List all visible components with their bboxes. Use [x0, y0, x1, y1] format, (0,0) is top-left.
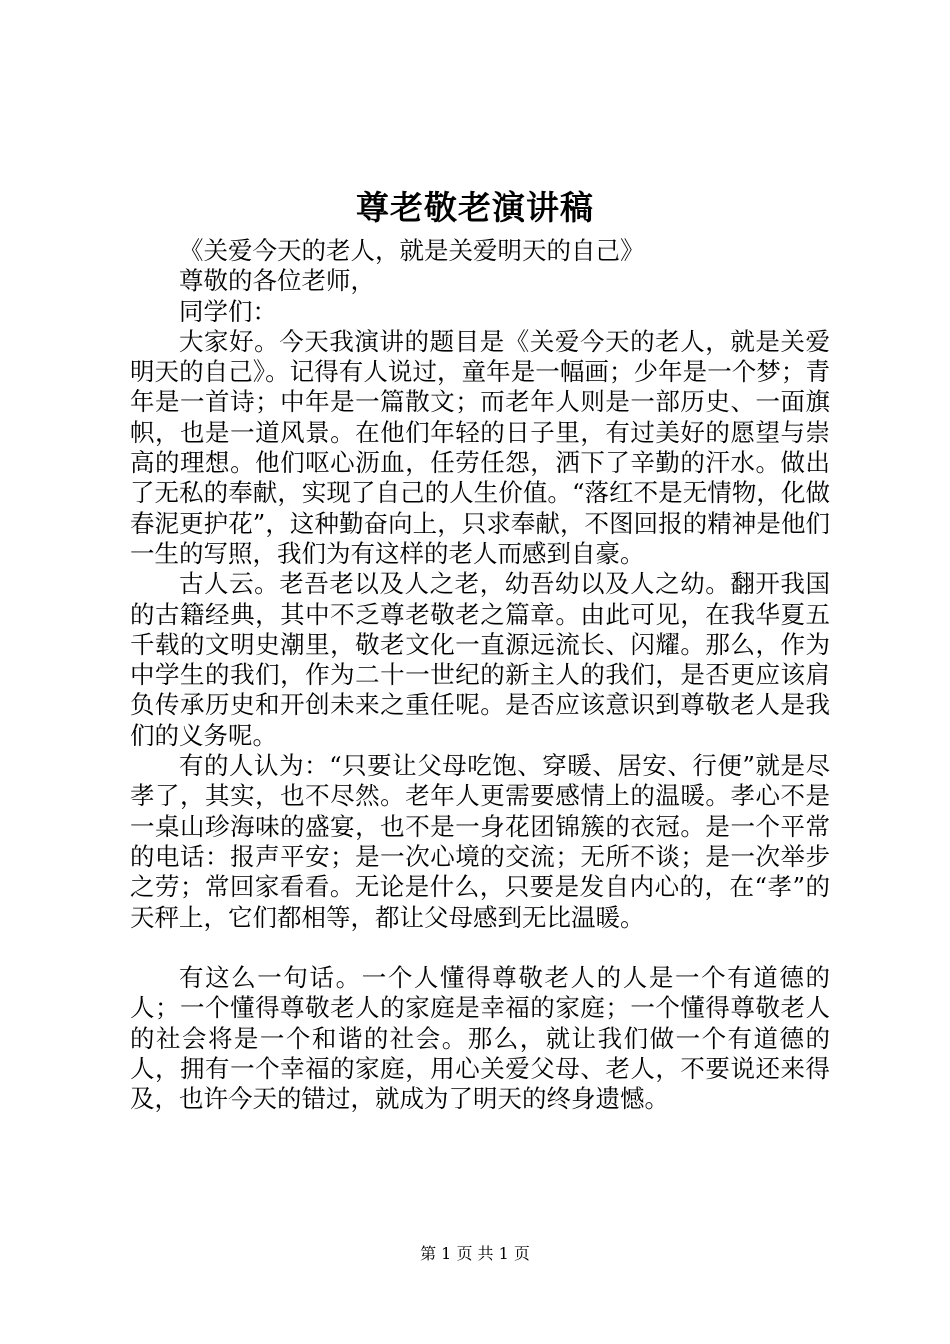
- page-number-footer: 第 1 页 共 1 页: [420, 1244, 530, 1263]
- paragraph-conclusion: 有这么一句话。一个人懂得尊敬老人的人是一个有道德的人；一个懂得尊敬老人的家庭是幸福的家庭；一个懂得尊敬老人的社会将是一个和谐的社会。那么，就让我们做一个有道德的人，拥有一个幸福的家庭，用心关爱父母、老人，不要说还来得及，也许今天的错过，就成为了明天的终身遗憾。: [130, 963, 830, 1114]
- greeting-students: 同学们：: [179, 296, 277, 326]
- paragraph-filial-piety: 有的人认为：“只要让父母吃饱、穿暖、居安、行便”就是尽孝了，其实，也不尽然。老年人更需要感情上的温暖。孝心不是一桌山珍海味的盛宴，也不是一身花团锦簇的衣冠。是一个平常的电话：报声平安；是一次心境的交流；无所不谈；是一次举步之劳；常回家看看。无论是什么，只要是发自内心的，在“孝”的天秤上，它们都相等，都让父母感到无比温暖。: [130, 751, 830, 932]
- greeting-teachers: 尊敬的各位老师，: [179, 266, 375, 296]
- document-body: [130, 236, 830, 1115]
- document-title: 尊老敬老演讲稿: [356, 188, 594, 227]
- paragraph-intro: 大家好。今天我演讲的题目是《关爱今天的老人，就是关爱明天的自己》。记得有人说过，童年是一幅画；少年是一个梦；青年是一首诗；中年是一篇散文；而老年人则是一部历史、一面旗帜，也是一道风景。在他们年轻的日子里，有过美好的愿望与崇高的理想。他们呕心沥血，任劳任怨，洒下了辛勤的汗水。做出了无私的奉献，实现了自己的人生价值。“落红不是无情物，化做春泥更护花”，这种勤奋向上，只求奉献，不图回报的精神是他们一生的写照，我们为有这样的老人而感到自豪。: [130, 326, 830, 568]
- paragraph-tradition: 古人云。老吾老以及人之老，幼吾幼以及人之幼。翻开我国的古籍经典，其中不乏尊老敬老之篇章。由此可见，在我华夏五千载的文明史潮里，敬老文化一直源远流长、闪耀。那么，作为中学生的我们，作为二十一世纪的新主人的我们，是否更应该肩负传承历史和开创未来之重任呢。是否应该意识到尊敬老人是我们的义务呢。: [130, 569, 830, 750]
- speech-subtitle: 《关爱今天的老人，就是关爱明天的自己》: [179, 236, 645, 265]
- blank-line: [130, 933, 830, 963]
